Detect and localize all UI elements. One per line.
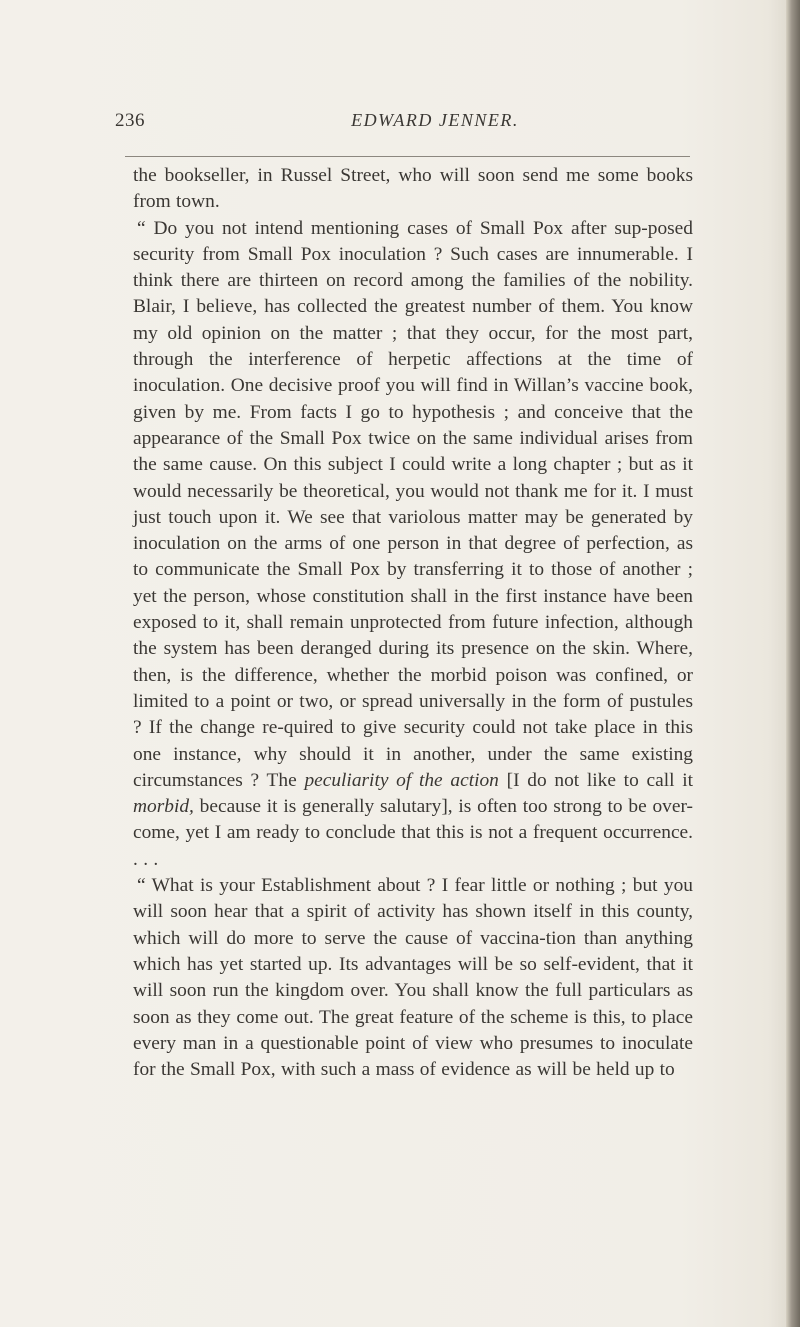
page-number: 236 [115, 110, 145, 131]
paragraph-2-part-c: because it is generally salutary], is often too strong to be over-come, yet I am ready to conclude that this is not a frequent occurrence. . . . [133, 796, 693, 870]
paragraph-3: “ What is your Establishment about ? I fear little or nothing ; but you will soon hear that a spirit of activity has shown itself in this county, which will do more to serve the cause of vaccina-tion than anything which has yet started up. Its advantages will be so self-evident, that it will soon run the kingdom over. You shall know the full particulars as soon as they come out. The great feature of the scheme is this, to place every man in a questionable point of view who presumes to inoculate for the Small Pox, with such a mass of evidence as will be held up to [133, 875, 693, 1081]
paragraph-2 [133, 216, 693, 873]
paragraph-2-italic-2: morbid, [133, 796, 194, 818]
page-binding-edge [786, 0, 800, 1327]
paragraph-1: the bookseller, in Russel Street, who will soon send me some books from town. [133, 165, 693, 213]
paragraph-2-part-b: [I do not like to call it [506, 769, 693, 791]
paragraph-2-part-a: “ Do you not intend mentioning cases of Small Pox after sup-posed security from Small Pox inoculation ? Such cases are innumerable. I think there are thirteen on record among the families of the nobility. Blair, I believe, has collected the greatest number of them. You know my old opinion on the matter ; that they occur, for the most part, through the interference of herpetic affections at the time of inoculation. One decisive proof you will find in Willan’s vaccine book, given by me. From facts I go to hypothesis ; and conceive that the appearance of the Small Pox twice on the same individual arises from the same cause. On this subject I could write a long chapter ; but as it would necessarily be theoretical, you would not thank me for it. I must just touch upon it. We see that variolous matter may be generated by inoculation on the arms of one person in that degree of perfection, as to communicate the Small Pox by transferring it to those of another ; yet the person, whose constitution shall in the first instance have been exposed to it, shall remain unprotected from future infection, although the system has been deranged during its presence on the skin. Where, then, is the difference, whether the morbid poison was confined, or limited to a point or two, or spread universally in the form of pustules ? If the change re-quired to give security could not take place in this one instance, why should it in another, under the same existing circumstances ? The [133, 217, 693, 791]
page-header [115, 110, 690, 150]
running-head: EDWARD JENNER. [351, 110, 519, 130]
header-rule [125, 156, 690, 157]
body-text [133, 163, 693, 1083]
paragraph-2-italic-1: peculiarity of the action [304, 769, 499, 791]
